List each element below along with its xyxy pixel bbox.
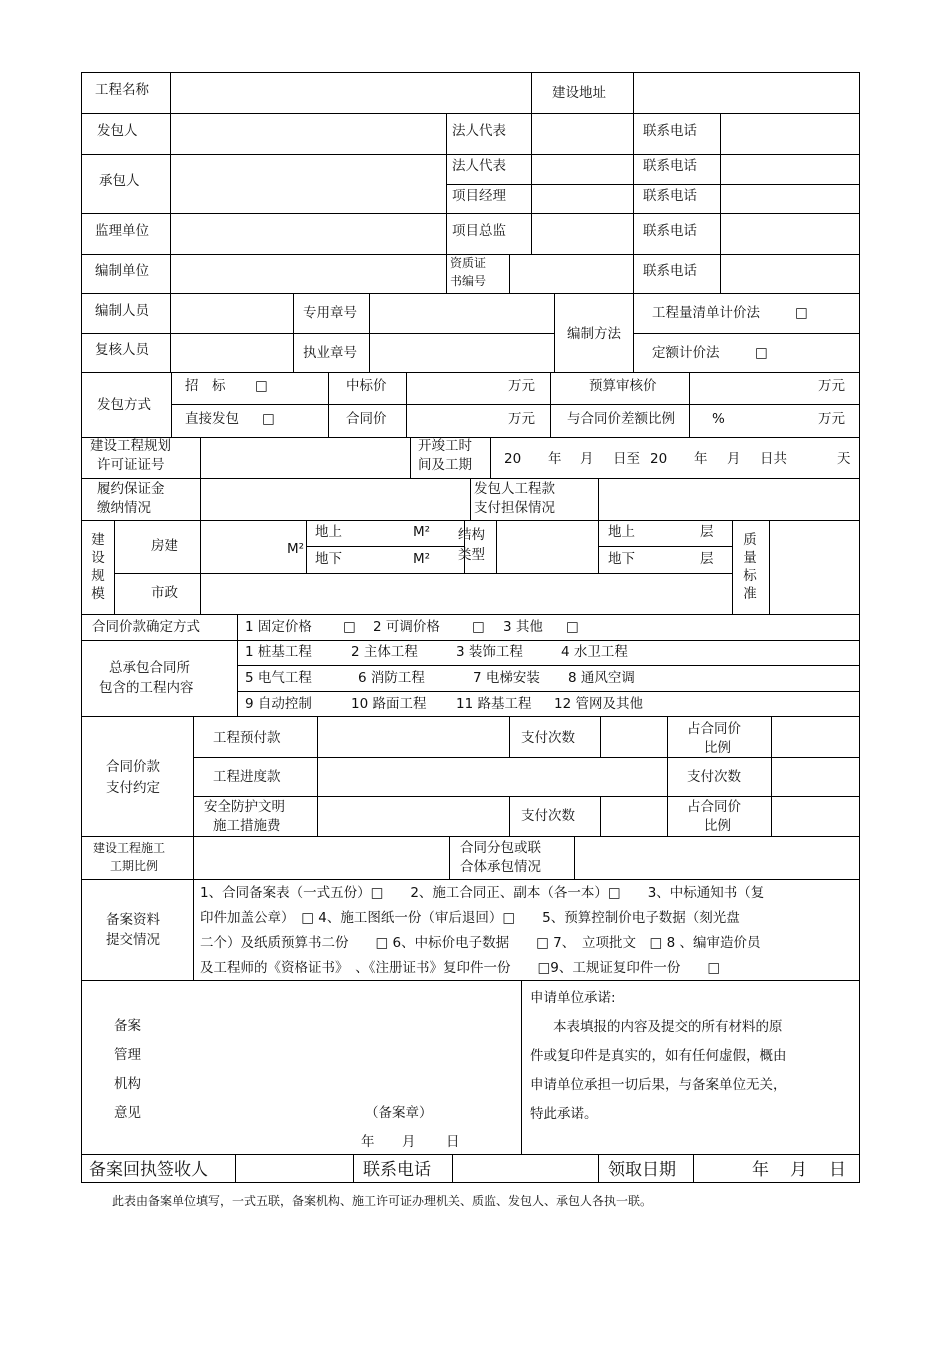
period-label-line1: 开竣工时 bbox=[418, 438, 472, 454]
cert-no-label-line2: 书编号 bbox=[450, 274, 487, 288]
filing-seal-label: （备案章） bbox=[365, 1105, 433, 1121]
opinion-label-line1: 备案 bbox=[114, 1018, 141, 1034]
scope-label-line2: 包含的工程内容 bbox=[99, 680, 194, 696]
permit-label-line1: 建设工程规划 bbox=[90, 438, 171, 454]
advance-payment-label: 工程预付款 bbox=[213, 730, 281, 746]
guarantee-label-line1: 发包人工程款 bbox=[474, 481, 555, 497]
scope-item: 2 主体工程 bbox=[351, 644, 418, 660]
receipt-year-label: 年 bbox=[752, 1160, 769, 1180]
receipt-date-label: 领取日期 bbox=[608, 1160, 676, 1180]
budget-price-unit: 万元 bbox=[818, 378, 845, 394]
scope-label-line1: 总承包合同所 bbox=[109, 660, 190, 676]
safety-fee-label-line1: 安全防护文明 bbox=[204, 799, 285, 815]
scope-item: 3 装饰工程 bbox=[456, 644, 523, 660]
subcontract-label-line1: 合同分包或联 bbox=[460, 840, 541, 856]
opinion-label-line2: 管理 bbox=[114, 1047, 141, 1063]
housing-area-unit: M² bbox=[287, 541, 305, 557]
scale-label: 建设规模 bbox=[91, 532, 105, 602]
pricing-fixed-label: 1 固定价格 bbox=[245, 619, 312, 635]
method-label: 编制方法 bbox=[567, 326, 621, 342]
reviewer-label: 复核人员 bbox=[95, 342, 149, 358]
end-month-label: 月 bbox=[727, 451, 741, 467]
bid-method-label: 发包方式 bbox=[97, 397, 151, 413]
direct-bid-label: 直接发包 bbox=[185, 411, 239, 427]
subcontract-label-line2: 合体承包情况 bbox=[460, 859, 541, 875]
receipt-day-label: 日 bbox=[829, 1160, 846, 1180]
employer-legal-rep-label: 法人代表 bbox=[452, 123, 506, 139]
diff-amount-unit: 万元 bbox=[818, 411, 845, 427]
safety-fee-label-line2: 施工措施费 bbox=[213, 818, 281, 834]
seal-no-label: 专用章号 bbox=[303, 305, 357, 321]
supervisor-label: 监理单位 bbox=[95, 223, 149, 239]
diff-ratio-label: 与合同价差额比例 bbox=[567, 411, 675, 427]
days-label: 天 bbox=[837, 451, 851, 467]
materials-line: 1、合同备案表（一式五份）□ 2、施工合同正、副本（各一本）□ 3、中标通知书（复 bbox=[200, 885, 765, 901]
promise-title: 申请单位承诺: bbox=[530, 990, 616, 1006]
safety-ratio-label-line1: 占合同价 bbox=[687, 799, 741, 815]
start-century: 20 bbox=[504, 451, 522, 467]
employer-phone-label: 联系电话 bbox=[643, 123, 697, 139]
safety-ratio-label-line2: 比例 bbox=[704, 818, 731, 834]
period-ratio-label-line1: 建设工程施工 bbox=[93, 841, 166, 855]
structure-label-line1: 结构 bbox=[458, 527, 485, 543]
progress-payment-label: 工程进度款 bbox=[213, 769, 281, 785]
above-area-unit: M² bbox=[413, 524, 431, 540]
scope-item: 5 电气工程 bbox=[245, 670, 312, 686]
above-ground-label: 地上 bbox=[315, 524, 342, 540]
opinion-year-label: 年 bbox=[361, 1134, 375, 1150]
start-day-label: 日至 bbox=[613, 451, 640, 467]
contractor-label: 承包人 bbox=[99, 173, 140, 189]
receipt-phone-label: 联系电话 bbox=[363, 1160, 431, 1180]
project-name-label: 工程名称 bbox=[95, 82, 149, 98]
quality-standard-label: 质量标准 bbox=[743, 532, 757, 602]
below-floors-unit: 层 bbox=[700, 551, 714, 567]
period-label-line2: 间及工期 bbox=[418, 457, 472, 473]
scope-item: 11 路基工程 bbox=[456, 696, 532, 712]
cert-no-label-line1: 资质证 bbox=[450, 256, 487, 270]
start-year-label: 年 bbox=[548, 451, 562, 467]
contractor-legal-rep-label: 法人代表 bbox=[452, 158, 506, 174]
contractor-phone-label: 联系电话 bbox=[643, 158, 697, 174]
structure-label-line2: 类型 bbox=[458, 547, 485, 563]
contract-price-unit: 万元 bbox=[508, 411, 535, 427]
scope-item: 7 电梯安装 bbox=[473, 670, 540, 686]
employer-label: 发包人 bbox=[97, 123, 138, 139]
promise-text: 本表填报的内容及提交的所有材料的原 bbox=[553, 1019, 783, 1035]
promise-text: 特此承诺。 bbox=[530, 1106, 598, 1122]
payment-label-line1: 合同价款 bbox=[106, 759, 160, 775]
diff-ratio-percent: % bbox=[712, 411, 725, 427]
below-area-unit: M² bbox=[413, 551, 431, 567]
payment-label-line2: 支付约定 bbox=[106, 780, 160, 796]
bond-label-line2: 缴纳情况 bbox=[97, 500, 151, 516]
practice-seal-label: 执业章号 bbox=[303, 345, 357, 361]
above-floors-unit: 层 bbox=[700, 524, 714, 540]
manager-phone-label: 联系电话 bbox=[643, 188, 697, 204]
pricing-adjustable-label: 2 可调价格 bbox=[373, 619, 440, 635]
compiler-label: 编制人员 bbox=[95, 303, 149, 319]
pricing-adjustable-checkbox[interactable]: □ bbox=[472, 619, 485, 635]
end-day-label: 日共 bbox=[760, 451, 787, 467]
receipt-month-label: 月 bbox=[790, 1160, 807, 1180]
compiler-unit-label: 编制单位 bbox=[95, 263, 149, 279]
pricing-other-checkbox[interactable]: □ bbox=[566, 619, 579, 635]
permit-label-line2: 许可证证号 bbox=[97, 457, 165, 473]
quota-method-label: 定额计价法 bbox=[652, 345, 720, 361]
tender-checkbox[interactable]: □ bbox=[255, 378, 268, 394]
materials-line: 及工程师的《资格证书》 、《注册证书》复印件一份 □9、工规证复印件一份 □ bbox=[200, 960, 721, 976]
budget-price-label: 预算审核价 bbox=[589, 378, 657, 394]
build-address-label: 建设地址 bbox=[552, 85, 606, 101]
start-month-label: 月 bbox=[580, 451, 594, 467]
win-price-unit: 万元 bbox=[508, 378, 535, 394]
guarantee-label-line2: 支付担保情况 bbox=[474, 500, 555, 516]
pricing-fixed-checkbox[interactable]: □ bbox=[343, 619, 356, 635]
bond-label-line1: 履约保证金 bbox=[97, 481, 165, 497]
scope-item: 9 自动控制 bbox=[245, 696, 312, 712]
direct-bid-checkbox[interactable]: □ bbox=[262, 411, 275, 427]
materials-line: 印件加盖公章） □ 4、施工图纸一份（审后退回）□ 5、预算控制价电子数据（刻光盘 bbox=[200, 910, 740, 926]
scope-item: 8 通风空调 bbox=[568, 670, 635, 686]
municipal-label: 市政 bbox=[151, 585, 178, 601]
tender-label: 招 标 bbox=[185, 378, 226, 394]
end-century: 20 bbox=[650, 451, 668, 467]
bill-method-checkbox[interactable]: □ bbox=[795, 305, 808, 321]
quota-method-checkbox[interactable]: □ bbox=[755, 345, 768, 361]
advance-times-label: 支付次数 bbox=[521, 730, 575, 746]
advance-ratio-label-line2: 比例 bbox=[704, 740, 731, 756]
materials-line: 二个）及纸质预算书二份 □ 6、中标价电子数据 □ 7、 立项批文 □ 8 、编审造价员 bbox=[200, 935, 761, 951]
project-manager-label: 项目经理 bbox=[452, 188, 506, 204]
compiler-phone-label: 联系电话 bbox=[643, 263, 697, 279]
period-ratio-label-line2: 工期比例 bbox=[110, 859, 159, 873]
bill-method-label: 工程量清单计价法 bbox=[652, 305, 760, 321]
scope-item: 12 管网及其他 bbox=[554, 696, 643, 712]
safety-times-label: 支付次数 bbox=[521, 808, 575, 824]
opinion-label-line3: 机构 bbox=[114, 1076, 141, 1092]
above-floors-label: 地上 bbox=[608, 524, 635, 540]
receipt-signer-label: 备案回执签收人 bbox=[89, 1160, 208, 1180]
scope-item: 6 消防工程 bbox=[358, 670, 425, 686]
supervisor-phone-label: 联系电话 bbox=[643, 223, 697, 239]
pricing-method-label: 合同价款确定方式 bbox=[92, 619, 200, 635]
end-year-label: 年 bbox=[694, 451, 708, 467]
chief-supervisor-label: 项目总监 bbox=[452, 223, 506, 239]
scope-item: 10 路面工程 bbox=[351, 696, 427, 712]
opinion-label-line4: 意见 bbox=[114, 1105, 141, 1121]
promise-text: 申请单位承担一切后果，与备案单位无关， bbox=[530, 1077, 787, 1093]
opinion-day-label: 日 bbox=[446, 1134, 460, 1150]
housing-label: 房建 bbox=[151, 538, 178, 554]
below-floors-label: 地下 bbox=[608, 551, 635, 567]
progress-times-label: 支付次数 bbox=[687, 769, 741, 785]
scope-item: 4 水卫工程 bbox=[561, 644, 628, 660]
opinion-month-label: 月 bbox=[402, 1134, 416, 1150]
materials-label-line1: 备案资料 bbox=[106, 912, 160, 928]
promise-text: 件或复印件是真实的，如有任何虚假，概由 bbox=[530, 1048, 787, 1064]
footnote: 此表由备案单位填写，一式五联，备案机构、施工许可证办理机关、质监、发包人、承包人各执一联。 bbox=[112, 1194, 653, 1208]
below-ground-label: 地下 bbox=[315, 551, 342, 567]
advance-ratio-label-line1: 占合同价 bbox=[687, 721, 741, 737]
scope-item: 1 桩基工程 bbox=[245, 644, 312, 660]
materials-label-line2: 提交情况 bbox=[106, 932, 160, 948]
pricing-other-label: 3 其他 bbox=[503, 619, 543, 635]
contract-price-label: 合同价 bbox=[346, 411, 387, 427]
win-price-label: 中标价 bbox=[346, 378, 387, 394]
